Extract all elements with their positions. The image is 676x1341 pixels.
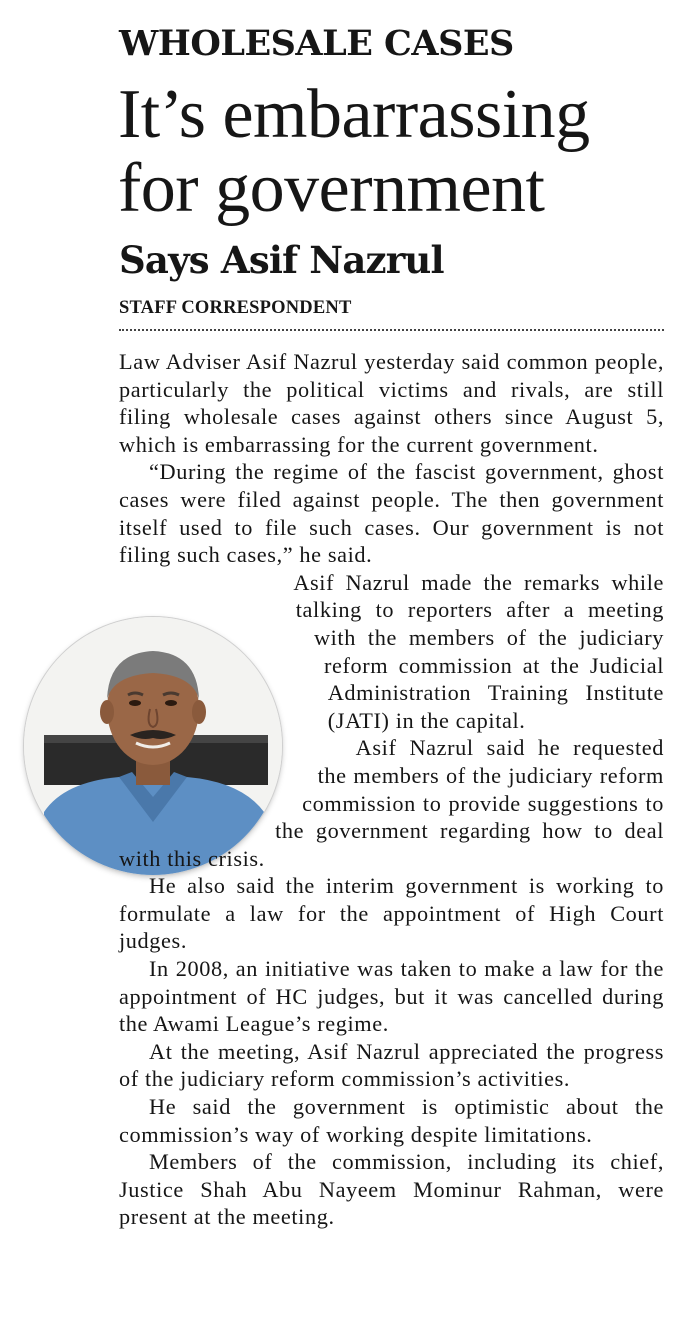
paragraph: Asif Nazrul said he requested the members of the judiciary reform commission to provide suggestions to the government regarding how to deal with this crisis.: [119, 735, 664, 871]
paragraph: “During the regime of the fascist government, ghost cases were filed against people. The then government itself used to file such cases. Our government is not filing such cases,” he said.: [119, 459, 664, 568]
paragraph: At the meeting, Asif Nazrul appreciated the progress of the judiciary reform commission’s activities.: [119, 1038, 664, 1092]
headline-line-1: It’s embarrassing: [118, 76, 590, 153]
article-headline: [118, 78, 590, 226]
article-subhead: Says Asif Nazrul: [119, 238, 444, 282]
headline-line-2: for government: [118, 150, 545, 227]
paragraph: In 2008, an initiative was taken to make a law for the appointment of HC judges, but it was cancelled during the Awami League’s regime.: [119, 956, 664, 1037]
paragraph: Law Adviser Asif Nazrul yesterday said common people, particularly the political victims and rivals, are still filing wholesale cases against others since August 5, which is embarrassing for the current government.: [119, 349, 664, 457]
paragraph: He also said the interim government is working to formulate a law for the appointment of High Court judges.: [119, 873, 664, 954]
article-byline: STAFF CORRESPONDENT: [119, 298, 352, 318]
article-kicker: WHOLESALE CASES: [119, 23, 514, 64]
paragraph: Asif Nazrul made the remarks while talking to reporters after a meeting with the members of the judiciary reform commission at the Judicial Administration Training Institute (JATI) in the capital.: [293, 569, 664, 733]
article-body: [119, 348, 664, 1231]
dotted-divider: [119, 329, 664, 331]
paragraph: He said the government is optimistic about the commission’s way of working despite limitations.: [119, 1094, 664, 1147]
paragraph: Members of the commission, including its chief, Justice Shah Abu Nayeem Mominur Rahman, were present at the meeting.: [119, 1149, 664, 1230]
